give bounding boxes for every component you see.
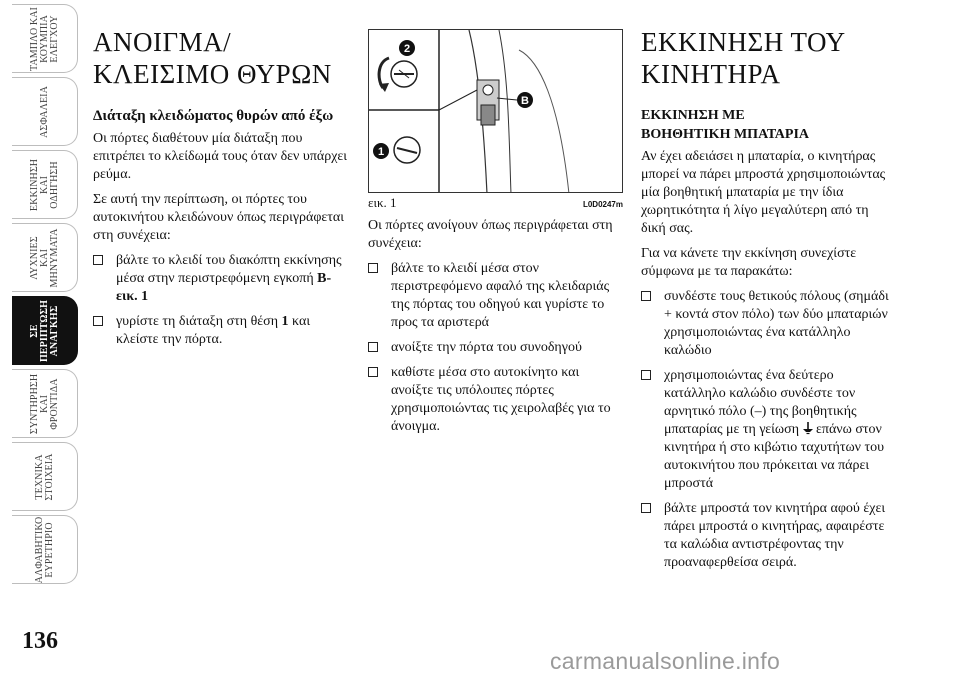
item-ref: B-εικ. 1 [116, 271, 332, 304]
checkbox-bullet-icon [368, 342, 378, 352]
paragraph: Σε αυτή την περίπτωση, οι πόρτες του αυτοκινήτου κλειδώνουν όπως περιγράφεται στη συνέχεια: [93, 192, 345, 243]
tab-label: ΕΚΚΙΝΗΣΗ ΚΑΙ ΟΔΗΓΗΣΗ [28, 158, 60, 211]
item-text: βάλτε το κλειδί του διακόπτη εκκίνησης μέσα στην περιστρεφόμενη εγκοπή [116, 253, 342, 286]
paragraph: Οι πόρτες διαθέτουν μία διάταξη που επιτρέπει το κλείδωμά τους όταν δεν υπάρχει ρεύμα. [93, 131, 348, 182]
title-line: ΑΝΟΙΓΜΑ/ [93, 27, 232, 57]
checkbox-bullet-icon [641, 370, 651, 380]
checkbox-bullet-icon [93, 316, 103, 326]
door-lock-illustration [369, 30, 623, 193]
subtitle-line: ΒΟΗΘΗΤΙΚΗ ΜΠΑΤΑΡΙΑ [641, 127, 810, 142]
item-text: βάλτε μπροστά τον κινητήρα αφού έχει πάρει μπροστά ο κινητήρας, αφαιρέστε τα καλώδια αντιστρέφοντας την προαναφερθείσα σειρά. [664, 501, 886, 570]
watermark: carmanualsonline.info [550, 648, 781, 674]
item-text: καθίστε μέσα στο αυτοκίνητο και ανοίξτε τις υπόλοιπες πόρτες χρησιμοποιώντας τις χειρολαβές για το άνοιγμα. [391, 365, 611, 434]
list-item [93, 252, 348, 306]
tab-label: ΑΣΦΑΛΕΙΑ [38, 85, 50, 138]
section-title-engine-start [641, 26, 896, 90]
list-item [641, 288, 896, 360]
list-item [641, 367, 896, 493]
tab-label: ΣΕ ΠΕΡΙΠΤΩΣΗ ΑΝΑΓΚΗΣ [28, 299, 60, 362]
item-ref: 1 [281, 314, 289, 329]
subtitle-booster-battery [641, 106, 896, 144]
figure-label-2: 2 [403, 43, 411, 55]
checkbox-bullet-icon [368, 367, 378, 377]
figure-code: L0D0247m [582, 200, 623, 209]
tab-label: ΑΛΦΑΒΗΤΙΚΟ ΕΥΡΕΤΗΡΙΟ [33, 516, 55, 583]
figure-caption: εικ. 1 [368, 195, 397, 210]
subtitle-external-lock: Διάταξη κλειδώματος θυρών από έξω [93, 108, 334, 124]
column-door-locking [93, 26, 348, 356]
paragraph: Οι πόρτες ανοίγουν όπως περιγράφεται στη συνέχεια: [368, 218, 613, 251]
checkbox-bullet-icon [368, 263, 378, 273]
page-number: 136 [22, 628, 58, 654]
bullet-list [93, 252, 348, 349]
tab-lights-messages[interactable] [12, 223, 78, 292]
title-line: ΚΛΕΙΣΙΜΟ ΘΥΡΩΝ [93, 59, 332, 89]
tab-index[interactable] [12, 515, 78, 584]
checkbox-bullet-icon [93, 255, 103, 265]
paragraph: Αν έχει αδειάσει η μπαταρία, ο κινητήρας μπορεί να πάρει μπροστά χρησιμοποιώντας μία βοηθητική μπαταρία με την ίδια χωρητικότητα ή λίγο μεγαλύτερη από τη δική σας. [641, 149, 886, 236]
figure-label-1: 1 [377, 146, 385, 158]
tab-emergency[interactable] [12, 296, 78, 365]
title-line: ΚΙΝΗΤΗΡΑ [641, 59, 781, 89]
list-item [368, 339, 623, 357]
checkbox-bullet-icon [641, 503, 651, 513]
figure-caption-row [368, 195, 623, 211]
item-text: και κλείστε την πόρτα. [116, 314, 311, 347]
bullet-list [641, 288, 896, 572]
item-text: βάλτε το κλειδί μέσα στον περιστρεφόμενο αφαλό της κλειδαριάς της πόρτας του οδηγού και γυρίστε το προς τα αριστερά [391, 261, 610, 330]
item-text: χρησιμοποιώντας ένα δεύτερο κατάλληλο καλώδιο συνδέστε τον αρνητικό πόλο (–) της βοηθητικής μπαταρίας με τη γείωση [664, 368, 857, 437]
tab-label: ΤΕΧΝΙΚΑ ΣΤΟΙΧΕΙΑ [33, 453, 55, 500]
figure-label-b: B [521, 95, 529, 107]
tab-label: ΤΑΜΠΛΟ ΚΑΙ ΚΟΥΜΠΙΑ ΕΛΕΓΧΟΥ [28, 6, 60, 71]
tab-label: ΣΥΝΤΗΡΗΣΗ ΚΑΙ ΦΡΟΝΤΙΔΑ [28, 373, 60, 434]
tab-technical-data[interactable] [12, 442, 78, 511]
section-title-doors [93, 26, 348, 90]
tab-maintenance[interactable] [12, 369, 78, 438]
chapter-tabs [12, 4, 78, 588]
item-text: ανοίξτε την πόρτα του συνοδηγού [391, 340, 582, 355]
list-item [93, 313, 348, 349]
subtitle-line: ΕΚΚΙΝΗΣΗ ΜΕ [641, 108, 745, 123]
list-item [368, 364, 623, 436]
tab-starting-driving[interactable] [12, 150, 78, 219]
list-item [641, 500, 896, 572]
tab-label: ΛΥΧΝΙΕΣ ΚΑΙ ΜΗΝΥΜΑΤΑ [28, 228, 60, 287]
bullet-list [368, 260, 623, 436]
tab-controls[interactable] [12, 4, 78, 73]
title-line: ΕΚΚΙΝΗΣΗ ΤΟΥ [641, 27, 846, 57]
paragraph: Για να κάνετε την εκκίνηση συνεχίστε σύμφωνα με τα παρακάτω: [641, 246, 857, 279]
column-engine-start [641, 26, 896, 579]
item-text: γυρίστε τη διάταξη στη θέση [116, 314, 282, 329]
column-door-opening [368, 29, 623, 443]
ground-symbol-icon [803, 422, 813, 435]
checkbox-bullet-icon [641, 291, 651, 301]
item-text: επάνω στον κινητήρα ή στο κιβώτιο ταχυτήτων του αυτοκινήτου που πρόκειται να πάρει μπροστά [664, 422, 885, 491]
list-item [368, 260, 623, 332]
item-text: συνδέστε τους θετικούς πόλους (σημάδι + κοντά στον πόλο) των δύο μπαταριών χρησιμοποιώντας ένα κατάλληλο καλώδιο [664, 289, 889, 358]
figure-door-lock [368, 29, 623, 193]
tab-safety[interactable] [12, 77, 78, 146]
